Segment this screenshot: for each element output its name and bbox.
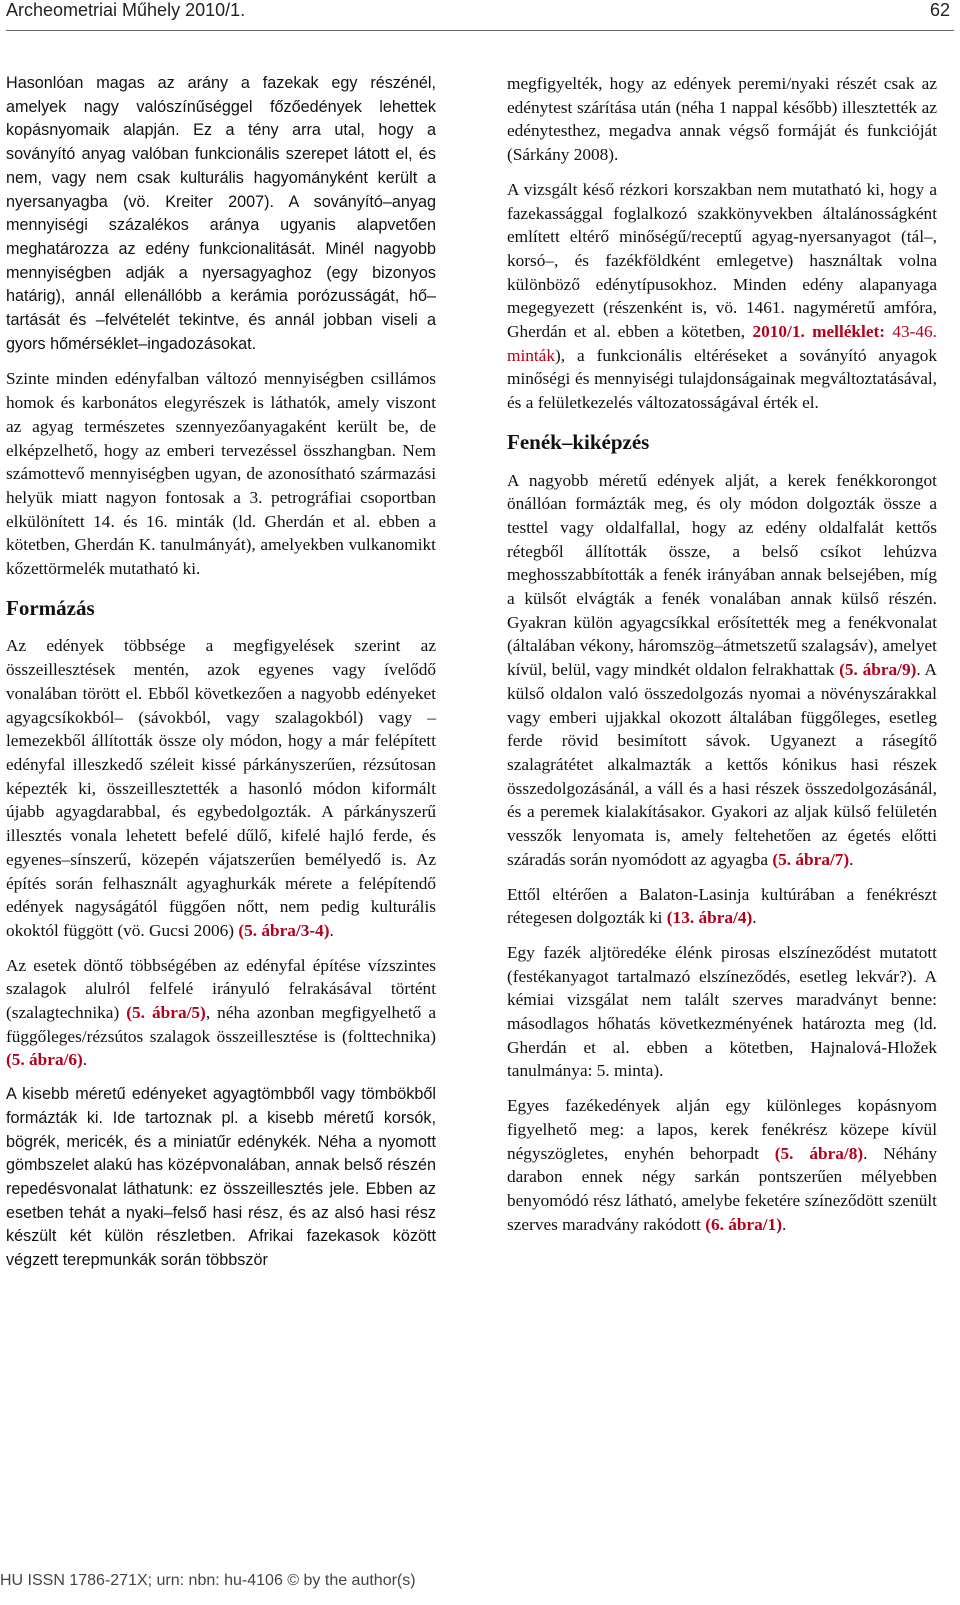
paragraph-csillamos-homok: Szinte minden edényfalban változó mennyiségben csillámos homok és karbonátos elegyrészek is láthatók, amely viszont az agyag természetes szennyezőanyagaként került be, de elképzelhető, hogy az emberi tervezéssel összhangban. Nem számottevő mennyiségben ugyan, de azonosítható származási helyük miatt nagyon fontosak a 3. petrográfiai csoportban elkülönített 14. és 16. minták (ld. Gherdán et al. ebben a kötetben, Gherdán K. tanulmányát), amelyekben vulkanomikt kőzettörmelék mutatható ki. xyxy=(6,369,436,579)
text-fragment: Minél nagyobb mennyiségben adják a nyersagyaghoz (egy bizonyos határig), annál ellenállóbb a kerámia porózusságát, hő–tartását és –felvételét tekintve, és annál jobban viseli a gyors hőmérséklet–ingadozásokat. xyxy=(6,239,437,353)
text-fragment: . xyxy=(752,908,757,928)
section-heading-formazas: Formázás xyxy=(6,595,95,620)
figure-reference-link[interactable]: (5. ábra/5) xyxy=(126,1003,206,1023)
paragraph-formazas-1 xyxy=(6,634,436,942)
text-fragment: Hasonlóan magas az arány a fazekak egy részénél, amelyek nagy valószínűséggel főzőedények lehettek kopásnyomaik alapján. Ez a tény arra utal, hogy a soványító anyag valóban funkcionális szerepet látott el, és nem, vagy nem csak kulturális hagyományként került a nyersanyagba (vö. Kreiter 2007). xyxy=(6,74,436,211)
page-header xyxy=(6,0,954,31)
text-fragment: . Néhány darabon ennek négy sarkán pontszerűen mélyebben benyomódó rész látható, amelybe feketére színeződött szenült szerves maradvány rakódott xyxy=(507,1143,937,1234)
text-fragment: . xyxy=(82,1050,88,1070)
text-fragment: A soványító–anyag mennyiségi százalékos aránya ugyanis alapvetően meghatározza az edény funkcionalitását. xyxy=(6,192,437,258)
paragraph-peremi-resz: megfigyelték, hogy az edények peremi/nyaki részét csak az edénytest szárítása után (néha 1 nappal később) illesztették az edénytesthez, megadva annak végső formáját és funkcióját (Sárkány 2008). xyxy=(507,74,937,165)
figure-reference-link[interactable]: (5. ábra/3-4) xyxy=(238,920,330,940)
paragraph-balaton-lasinja xyxy=(507,883,937,930)
page-footer: HU ISSN 1786-271X; urn: nbn: hu-4106 © by the author(s) xyxy=(0,1572,416,1589)
text-fragment: . xyxy=(781,1214,787,1234)
text-fragment: . A külső oldalon való összedolgozás nyomai a növényszárakkal vagy emberi ujjakkal okozott általában függőleges, esetleg ferde rövid besimított sávok. Ugyanezt a rásegítő szalagrátétet alkalmazták a kettős kónikus hasi részek összedolgozásánál, a váll és a hasi részek összedolgozásánál, és a peremek kialakításakor. Gyakori az aljak külső felületén vesszők lenyomata is, amely feltehetően az égetés előtti száradás során nyomódott az agyagba xyxy=(507,660,938,869)
paragraph-keso-rezkor xyxy=(507,178,937,415)
text-fragment: Egyes fazékedények alján egy különleges kopásnyom figyelhető meg: a lapos, kerek fenékrész közepe kívül négyszögletes, enyhén behorpadt xyxy=(507,1096,937,1163)
text-fragment: A vizsgált késő rézkori korszakban nem mutatható ki, hogy a fazekassággal foglalkozó szakkönyvekben általánosságként említett eltérő minőségű/receptű agyag-nyersanyagot (tál–, korsó–, és fazékföldként emlegetve) használtak volna különböző edénytípusokhoz. Minden edény alapanyaga megegyezett (részenként is, vö. 1461. nagyméretű amfóra, Gherdán et al. ebben a kötetben, xyxy=(507,179,937,342)
text-fragment: A nagyobb méretű edények alját, a kerek fenékkorongot önállóan formázták meg, és oly módon dolgozták össze a testtel vagy oldalfallal, hogy az edény oldalfalát kettős rétegből állították össze, a belső csíkot lehúzva meghosszabbították a fenék irányában annak belsejében, míg a külsőt elvágták a fenék vonalában annak külső részén. Gyakran külön agyagcsíkkal erősítették meg a fenékvonalat (általában vékony, háromszög–átmetszetű szalagsáv), amelyet kívül, belül, vagy mindkét oldalon felrakhattak xyxy=(507,470,937,680)
paragraph-soványító-intro xyxy=(6,72,436,356)
figure-reference-link[interactable]: (5. ábra/9) xyxy=(839,660,917,680)
text-fragment: . xyxy=(329,920,334,940)
samples-reference-link[interactable]: 43-46. minták xyxy=(507,322,937,365)
figure-reference-link[interactable]: (6. ábra/1) xyxy=(705,1214,782,1234)
paragraph-kopasnyom xyxy=(507,1094,937,1236)
journal-title: Archeometriai Műhely 2010/1. xyxy=(6,0,246,20)
left-column xyxy=(6,72,436,1284)
paragraph-kisebb-edenyek: A kisebb méretű edényeket agyagtömbből vagy tömbökből formázták ki. Ide tartoznak pl. a kisebb méretű korsók, bögrék, mericék, és a miniatűr edénykék. Néha a nyomott gömbszelet alakú has középvonalában, annak belső részén repedésvonalat láthatunk: ez összeillesztés jele. Ebben az esetben tehát a nyaki–felső hasi rész, és az alsó hasi rész készült két külön részletben. Afrikai fazekasok között végzett terepmunkák során többször xyxy=(6,1085,436,1270)
page-number: 62 xyxy=(929,0,950,20)
paragraph-szalagtechnika xyxy=(6,954,436,1073)
text-fragment: , néha azonban megfigyelhető a függőleges/rézsútos szalagok összeillesztése is (folttechnika) xyxy=(6,1003,437,1046)
text-fragment: . xyxy=(849,849,854,869)
figure-reference-link[interactable]: (5. ábra/6) xyxy=(6,1050,83,1070)
figure-reference-link[interactable]: (5. ábra/8) xyxy=(774,1143,864,1163)
figure-reference-link[interactable]: (5. ábra/7) xyxy=(772,849,850,869)
text-fragment: ), a funkcionális eltéréseket a soványító anyagok minőségi és mennyiségi tulajdonságainak megváltoztatásával, és a felületkezelés változatosságával érték el. xyxy=(507,345,937,413)
section-heading-fenek-kikepzes: Fenék–kiképzés xyxy=(507,429,650,454)
paragraph-fenek-1 xyxy=(507,469,937,872)
figure-reference-link[interactable]: (13. ábra/4) xyxy=(666,908,753,928)
right-column xyxy=(507,72,937,1247)
text-fragment: Az esetek döntő többségében az edényfal építése vízszintes szalagok alulról felfelé irányuló felrakásával történt (szalagtechnika) xyxy=(6,955,436,1023)
appendix-reference-link[interactable]: 2010/1. melléklet: xyxy=(752,322,886,342)
text-fragment: Az edények többsége a megfigyelések szerint az összeillesztések mentén, azok egyenes vagy ívelődő vonalában törött el. Ebből következően a nagyobb edényeket agyagcsíkokból– (sávokból, vagy szalagokból) vagy –lemezekből állították össze oly módon, hogy a már felépített edényfal illeszkedő széleit kissé párkányszerűen, rézsútosan képezték ki, összeillesztették a hasonló módon kiformált újabb agyagdarabbal, és egybedolgozták. A párkányszerű illesztés vonala lehetett befelé dűlő, kifelé hajló ferde, és egyenes–sínszerű, közepén vájatszerűen bemélyedő is. Az építés során felhasznált agyaghurkák mérete a felépítendő edények nagyságától függően nőtt, nem pedig kulturális okoktól függött (vö. Gucsi 2006) xyxy=(6,636,436,940)
paragraph-aljtoredek: Egy fazék aljtöredéke élénk pirosas elszíneződést mutatott (festékanyagot tartalmazó elszíneződés, esetleg lekvár?). A kémiai vizsgálat nem talált szerves maradványt benne: másodlagos hőhatás következményének határozta meg (ld. Gherdán et al. ebben a kötetben, Hajnalová-Hložek tanulmánya: 5. minta). xyxy=(507,942,937,1081)
text-fragment: Ettől eltérően a Balaton-Lasinja kultúrában a fenékrészt rétegesen dolgozták ki xyxy=(507,884,937,928)
